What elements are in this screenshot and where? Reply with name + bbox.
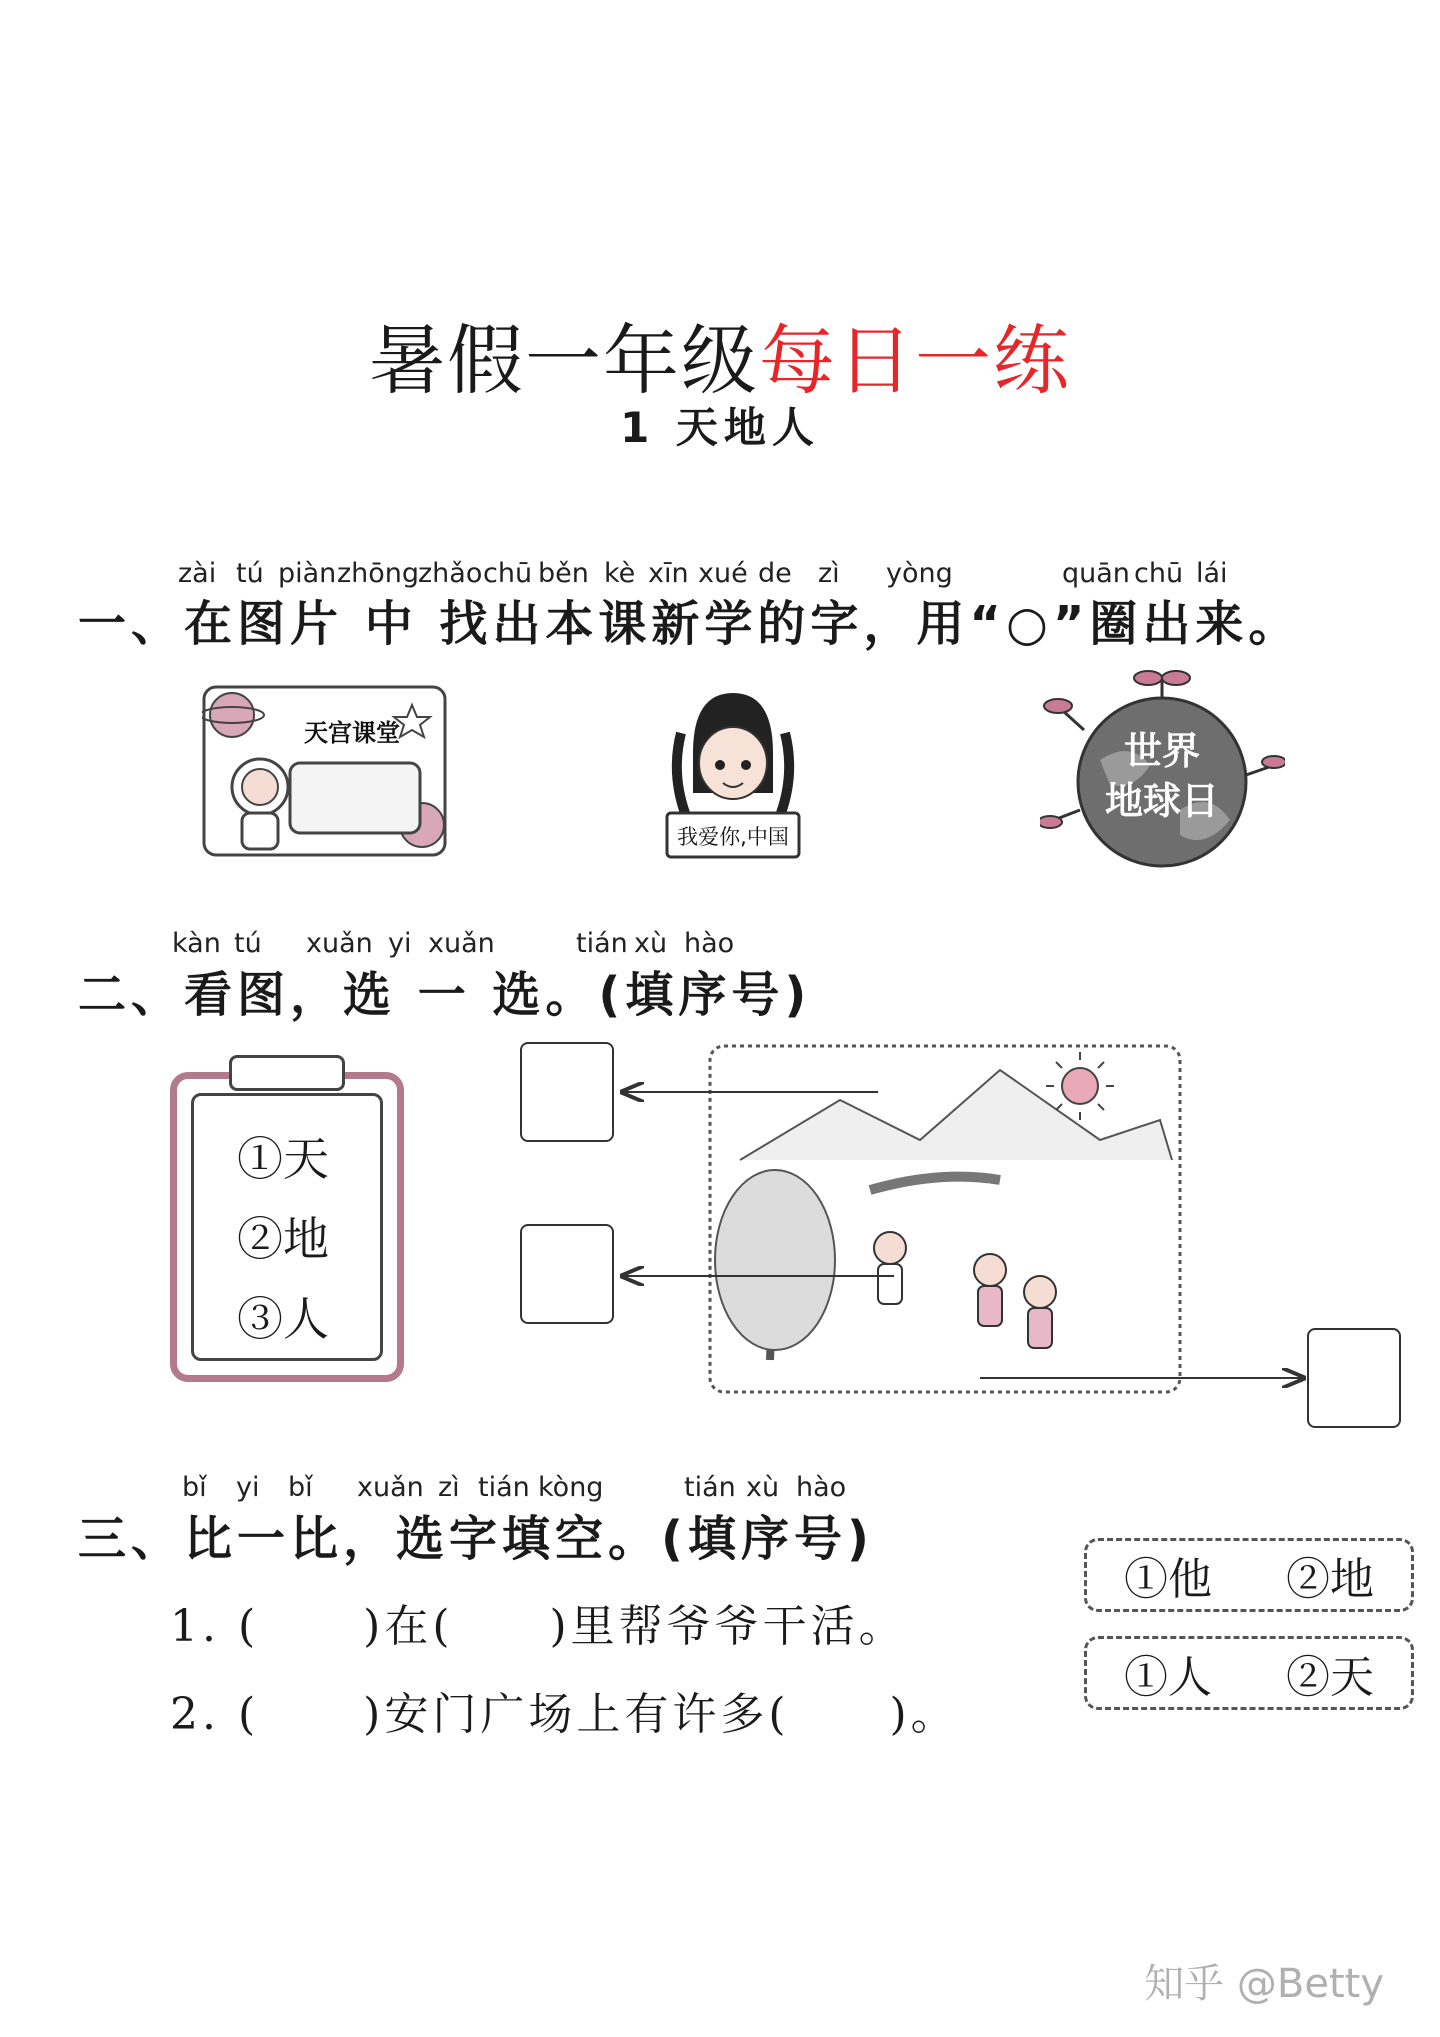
answer-box-ground[interactable] [1307,1328,1401,1428]
choice-option: ②天 [1286,1652,1374,1703]
earth-text-line2: 地球日 [1104,779,1219,823]
fill-sentence-1 [170,1590,907,1654]
page-title [0,300,1440,409]
choice-option: ②地 [1286,1554,1374,1605]
options-clipboard [170,1072,404,1382]
sentence-part: ( [237,1689,260,1740]
option-2: ②地 [237,1212,329,1266]
pinyin: xīn [648,558,689,589]
title-main: 暑假一年级 [369,316,759,405]
pinyin: xù [634,928,668,959]
pinyin: lái [1196,558,1228,589]
pinyin: zì [818,558,840,589]
fill-sentence-2 [170,1678,959,1742]
pinyin: tián [478,1472,530,1503]
poster-illustration [202,685,447,857]
sentence-part: ( [237,1601,260,1652]
clipboard-clip [229,1055,345,1091]
pinyin: hào [796,1472,847,1503]
pinyin: chū [483,558,533,589]
pinyin: běn [538,558,589,589]
earth-day-picture[interactable] [1040,670,1285,870]
earth-text-line1: 世界 [1123,729,1200,773]
pinyin: tián [684,1472,736,1503]
pinyin: zài [178,558,217,589]
pinyin: yi [236,1472,260,1503]
title-highlight: 每日一练 [759,316,1071,405]
item-number: 2. [170,1689,220,1740]
scene-with-arrows [540,1030,1320,1400]
q2-heading: 二、看图，选 一 选。(填序号) [78,967,812,1023]
pinyin: xuǎn [428,928,495,959]
pinyin: kàn [172,928,221,959]
child-2 [974,1254,1006,1286]
poster-title: 天宫课堂 [304,719,400,747]
pinyin: yòng [886,558,953,589]
pinyin: yi [388,928,412,959]
child-3 [1024,1276,1056,1308]
pinyin: bǐ [288,1472,313,1503]
item-number: 1. [170,1601,220,1652]
girl-sign-picture[interactable] [663,683,803,861]
pinyin: hào [684,928,735,959]
pinyin: xué [698,558,748,589]
sentence-part: )里帮爷爷干活。 [549,1601,907,1652]
pinyin: kòng [538,1472,604,1503]
q1-heading: 一、在图片 中 找出本课新学的字，用“○”圈出来。 [78,596,1302,652]
q3-heading: 三、比一比，选字填空。(填序号) [78,1511,874,1567]
willow-leaves [715,1170,835,1350]
pinyin: xù [746,1472,780,1503]
pinyin: xuǎn [357,1472,424,1503]
sign-text: 我爱你,中国 [677,825,789,849]
pinyin: quān [1062,558,1130,589]
pinyin: zì [438,1472,460,1503]
option-1: ①天 [237,1132,329,1186]
sentence-part: )安门广场上有许多( [363,1689,790,1740]
pinyin: chū [1134,558,1184,589]
pinyin: tián [576,928,628,959]
pinyin: bǐ [182,1472,207,1503]
pinyin: de [758,558,792,589]
choice-group-1 [1084,1538,1414,1612]
pinyin: tú [236,558,264,589]
choice-option: ①他 [1124,1554,1212,1605]
sun [1062,1068,1098,1104]
option-3: ③人 [237,1292,329,1346]
choice-group-2 [1084,1636,1414,1710]
space-classroom-poster[interactable] [202,685,447,857]
blank-1[interactable] [232,1594,332,1644]
pinyin: xuǎn [306,928,373,959]
pinyin: kè [604,558,636,589]
pinyin: zhǎo [418,558,483,589]
pinyin: tú [234,928,262,959]
pinyin: zhōng [337,558,420,589]
pinyin: piàn [278,558,337,589]
sentence-part: )。 [889,1689,959,1740]
watermark: 知乎 @Betty [1144,1961,1384,2007]
choice-option: ①人 [1124,1652,1212,1703]
lesson-title: 1 天地人 [620,403,820,452]
child-1 [874,1232,906,1264]
sentence-part: )在( [363,1601,454,1652]
